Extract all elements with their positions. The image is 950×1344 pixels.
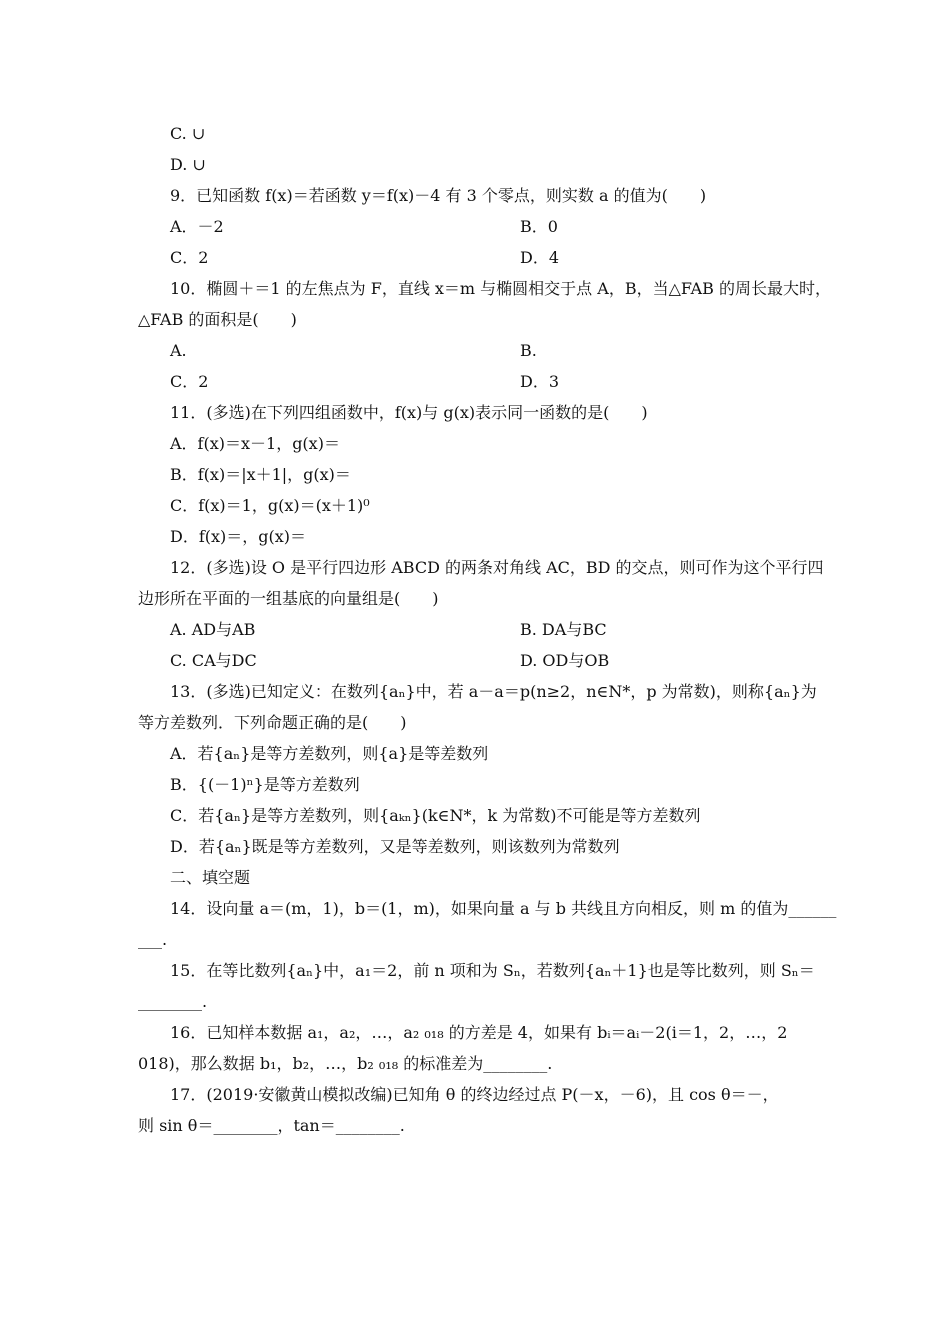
q9-option-d: D．4 bbox=[520, 248, 560, 267]
q10-option-c: C．2 bbox=[170, 372, 209, 391]
q13-stem-line2: 等方差数列．下列命题正确的是( ) bbox=[138, 713, 407, 732]
q12-stem-line2: 边形所在平面的一组基底的向量组是( ) bbox=[138, 589, 439, 608]
q16-stem-line1: 16．已知样本数据 a₁，a₂，…，a₂ ₀₁₈ 的方差是 4，如果有 bᵢ＝aᵢ－2(i＝1，2，…，2 bbox=[170, 1023, 788, 1042]
q13-option-a: A．若{aₙ}是等方差数列，则{a}是等差数列 bbox=[170, 744, 489, 763]
q9-option-c: C．2 bbox=[170, 248, 209, 267]
q12-option-d: D. OD与OB bbox=[520, 651, 610, 670]
q12-option-a: A. AD与AB bbox=[170, 620, 256, 639]
q13-stem-line1: 13．(多选)已知定义：在数列{aₙ}中，若 a－a＝p(n≥2，n∈N*，p 为常数)，则称{aₙ}为 bbox=[170, 682, 817, 701]
q17-stem-line2: 则 sin θ＝________，tan＝________. bbox=[138, 1116, 405, 1135]
q14-stem-line1: 14．设向量 a＝(m，1)，b＝(1，m)，如果向量 a 与 b 共线且方向相反，则 m 的值为______ bbox=[170, 899, 837, 918]
q15-stem-line1: 15．在等比数列{aₙ}中，a₁＝2，前 n 项和为 Sₙ，若数列{aₙ＋1}也是等比数列，则 Sₙ＝ bbox=[170, 961, 815, 980]
q11-option-b: B．f(x)＝|x＋1|，g(x)＝ bbox=[170, 465, 351, 484]
q8-option-d: D. ∪ bbox=[170, 155, 206, 174]
q10-option-b: B. bbox=[520, 341, 537, 360]
q13-option-c: C．若{aₙ}是等方差数列，则{aₖₙ}(k∈N*，k 为常数)不可能是等方差数列 bbox=[170, 806, 701, 825]
q8-option-c: C. ∪ bbox=[170, 124, 206, 143]
q11-stem: 11．(多选)在下列四组函数中，f(x)与 g(x)表示同一函数的是( ) bbox=[170, 403, 648, 422]
q17-stem-line1: 17．(2019·安徽黄山模拟改编)已知角 θ 的终边经过点 P(－x，－6)，且 cos θ＝－， bbox=[170, 1085, 779, 1104]
q12-option-c: C. CA与DC bbox=[170, 651, 257, 670]
q14-stem-line2: ___. bbox=[138, 930, 168, 949]
q10-option-d: D．3 bbox=[520, 372, 560, 391]
q11-option-d: D．f(x)＝，g(x)＝ bbox=[170, 527, 307, 546]
q10-stem-line2: △FAB 的面积是( ) bbox=[138, 310, 297, 329]
q10-stem-line1: 10．椭圆＋＝1 的左焦点为 F，直线 x＝m 与椭圆相交于点 A，B，当△FAB 的周长最大时， bbox=[170, 279, 831, 298]
q11-option-c: C．f(x)＝1，g(x)＝(x＋1)⁰ bbox=[170, 496, 370, 515]
q16-stem-line2: 018)，那么数据 b₁，b₂，…，b₂ ₀₁₈ 的标准差为________. bbox=[138, 1054, 553, 1073]
q13-option-d: D．若{aₙ}既是等方差数列，又是等差数列，则该数列为常数列 bbox=[170, 837, 620, 856]
q10-option-a: A. bbox=[170, 341, 187, 360]
section-heading-fill-in: 二、填空题 bbox=[170, 868, 251, 887]
q12-stem-line1: 12．(多选)设 O 是平行四边形 ABCD 的两条对角线 AC，BD 的交点，则可作为这个平行四 bbox=[170, 558, 824, 577]
q9-stem: 9．已知函数 f(x)＝若函数 y＝f(x)－4 有 3 个零点，则实数 a 的值为( ) bbox=[170, 186, 707, 205]
q11-option-a: A．f(x)＝x－1，g(x)＝ bbox=[170, 434, 340, 453]
q13-option-b: B．{(－1)ⁿ}是等方差数列 bbox=[170, 775, 360, 794]
q12-option-b: B. DA与BC bbox=[520, 620, 607, 639]
q9-option-b: B．0 bbox=[520, 217, 558, 236]
q15-stem-line2: ________. bbox=[138, 992, 208, 1011]
q9-option-a: A．－2 bbox=[170, 217, 224, 236]
